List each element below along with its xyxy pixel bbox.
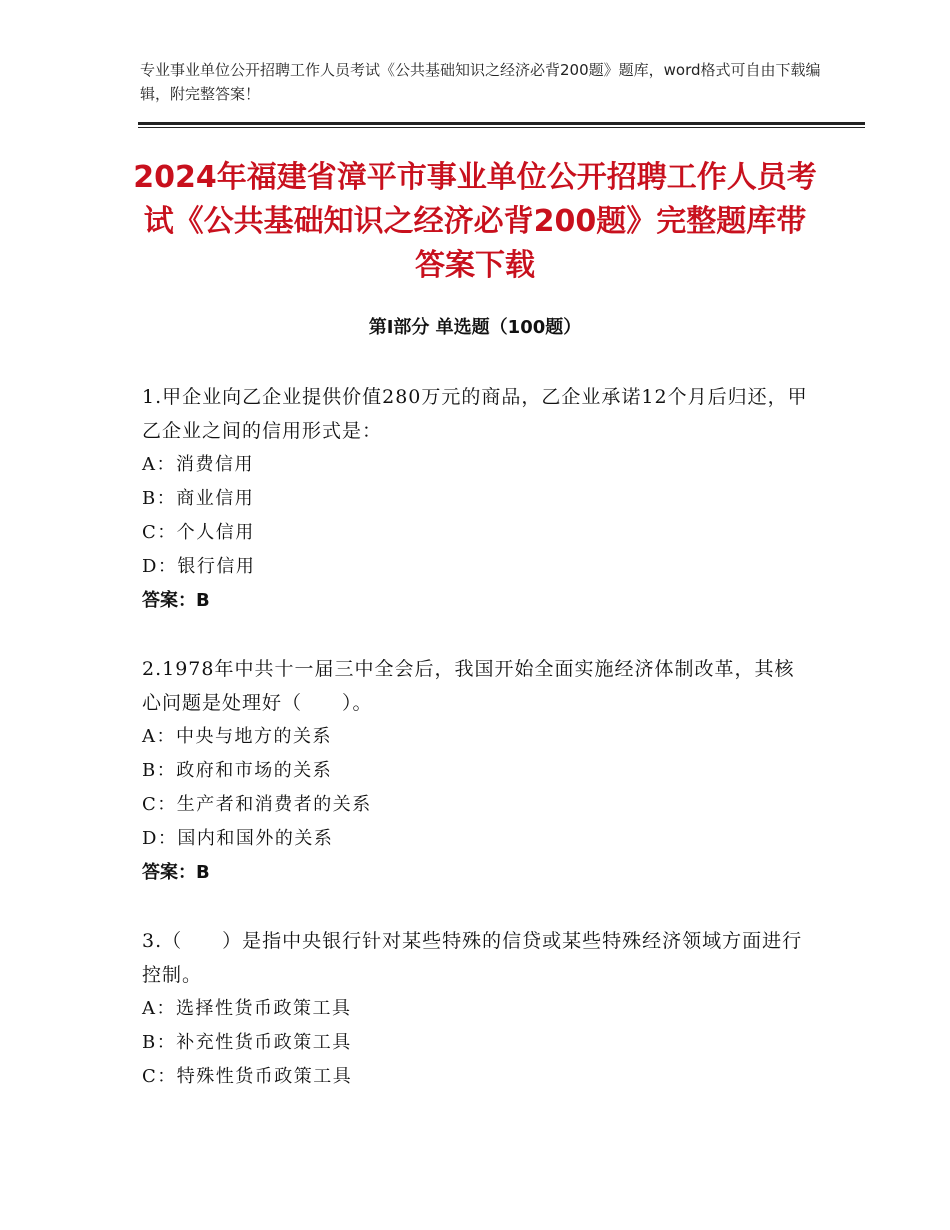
question-1 [142, 380, 812, 618]
question-3 [142, 924, 812, 1094]
question-text: 1.甲企业向乙企业提供价值280万元的商品，乙企业承诺12个月后归还，甲乙企业之间的信用形式是： [142, 386, 808, 442]
option-b: B：补充性货币政策工具 [142, 1032, 352, 1053]
option-c: C：个人信用 [142, 522, 255, 543]
header-rule-thin [138, 127, 865, 128]
header-note: 专业事业单位公开招聘工作人员考试《公共基础知识之经济必背200题》题库，word格式可自由下载编辑，附完整答案！ [140, 61, 821, 103]
question-2 [142, 652, 812, 890]
question-list [142, 380, 812, 1128]
section-heading: 第I部分 单选题（100题） [368, 317, 582, 338]
option-a: A：选择性货币政策工具 [142, 998, 352, 1019]
document-title: 2024年福建省漳平市事业单位公开招聘工作人员考试《公共基础知识之经济必背200题》完整题库带答案下载 [133, 160, 817, 283]
option-d: D：银行信用 [142, 556, 256, 577]
header-rule [138, 122, 865, 125]
option-a: A：消费信用 [142, 454, 254, 475]
question-text: 3.（ ）是指中央银行针对某些特殊的信贷或某些特殊经济领域方面进行控制。 [142, 930, 803, 986]
answer: 答案：B [142, 862, 210, 883]
answer: 答案：B [142, 590, 210, 611]
option-c: C：特殊性货币政策工具 [142, 1066, 353, 1087]
option-a: A：中央与地方的关系 [142, 726, 332, 747]
option-c: C：生产者和消费者的关系 [142, 794, 372, 815]
option-d: D：国内和国外的关系 [142, 828, 334, 849]
option-b: B：政府和市场的关系 [142, 760, 333, 781]
question-text: 2.1978年中共十一届三中全会后，我国开始全面实施经济体制改革，其核心问题是处理好（ ）。 [142, 658, 795, 714]
option-b: B：商业信用 [142, 488, 255, 509]
